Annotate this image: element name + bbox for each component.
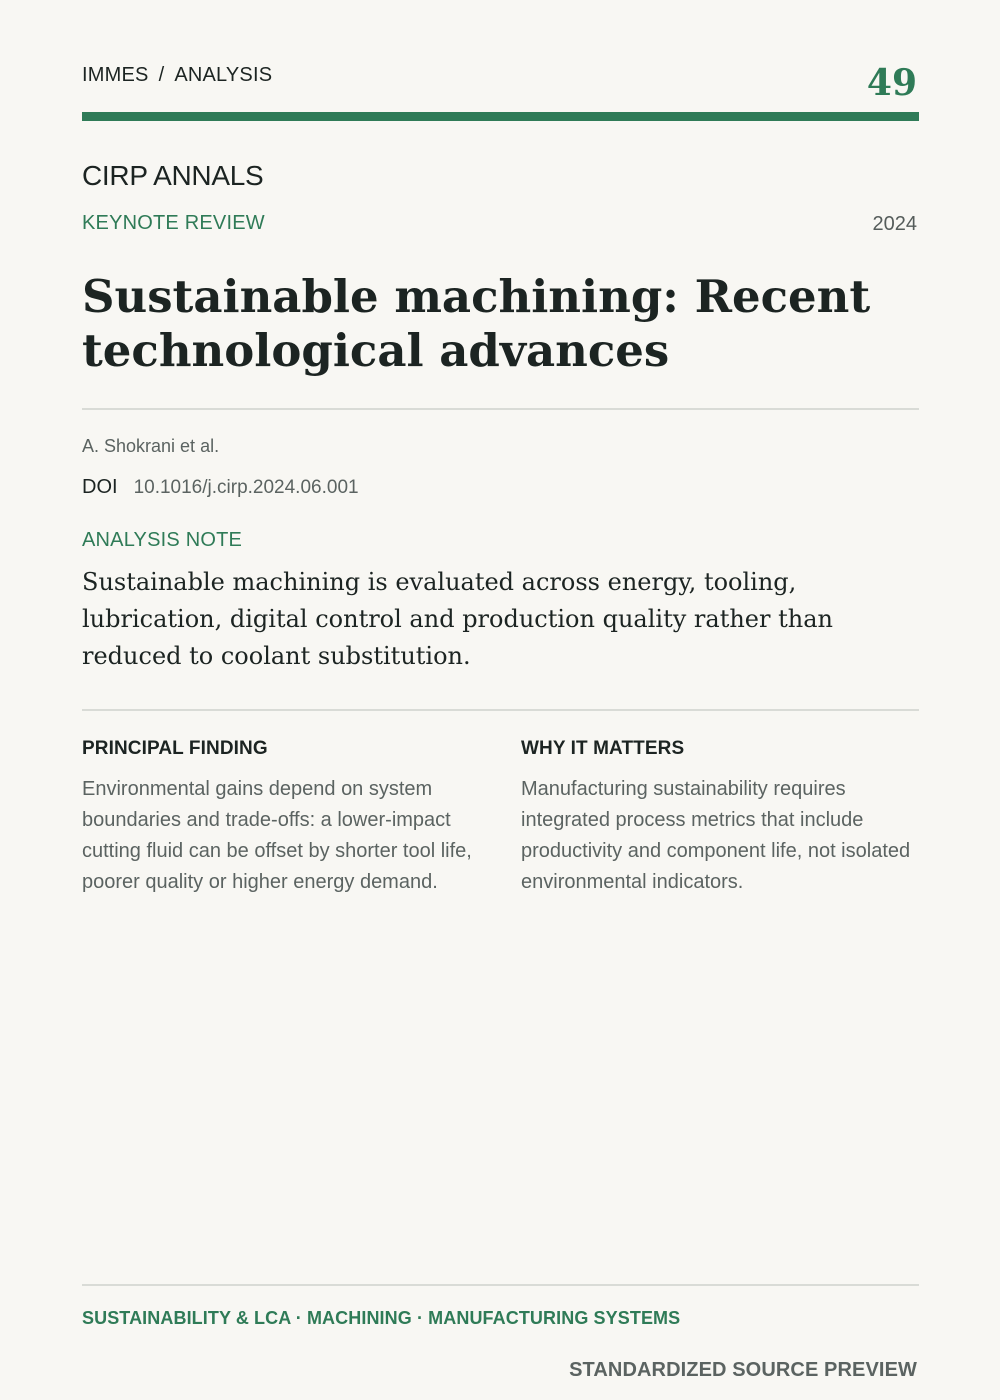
authors: A. Shokrani et al. [82, 436, 220, 456]
principal-finding-section [82, 738, 480, 898]
article-title: Sustainable machining: Recent technological advances [82, 270, 871, 377]
section-divider [82, 709, 919, 711]
doi-row [82, 476, 359, 499]
page-header [82, 62, 919, 102]
why-it-matters-section [521, 738, 919, 898]
publication-year: 2024 [872, 213, 917, 235]
breadcrumb [82, 64, 272, 87]
header-accent-rule [82, 112, 919, 121]
topic-tags: SUSTAINABILITY & LCA · MACHINING · MANUFACTURING SYSTEMS [82, 1308, 681, 1328]
why-it-matters-heading: WHY IT MATTERS [521, 738, 685, 759]
document-page [82, 0, 919, 1400]
doi-label: DOI [82, 476, 118, 498]
footer-label: STANDARDIZED SOURCE PREVIEW [569, 1359, 917, 1381]
breadcrumb-subsection: ANALYSIS [174, 64, 273, 86]
breadcrumb-section: IMMES [82, 64, 149, 86]
breadcrumb-separator: / [158, 64, 165, 86]
principal-finding-heading: PRINCIPAL FINDING [82, 738, 268, 759]
footer-divider [82, 1284, 919, 1286]
analysis-note-label: ANALYSIS NOTE [82, 529, 243, 551]
why-it-matters-text: Manufacturing sustainability requires integrated process metrics that include productivity and component life, not isolated environmental indicators. [521, 778, 911, 893]
article-type: KEYNOTE REVIEW [82, 212, 265, 234]
title-divider [82, 408, 919, 410]
journal-name: CIRP ANNALS [82, 160, 264, 191]
principal-finding-text: Environmental gains depend on system boundaries and trade-offs: a lower-impact cutting fluid can be offset by shorter tool life, poorer quality or higher energy demand. [82, 778, 472, 893]
analysis-note-text: Sustainable machining is evaluated across energy, tooling, lubrication, digital control and production quality rather than reduced to coolant substitution. [82, 568, 833, 670]
page-number: 49 [866, 62, 917, 104]
doi-value: 10.1016/j.cirp.2024.06.001 [133, 477, 359, 498]
